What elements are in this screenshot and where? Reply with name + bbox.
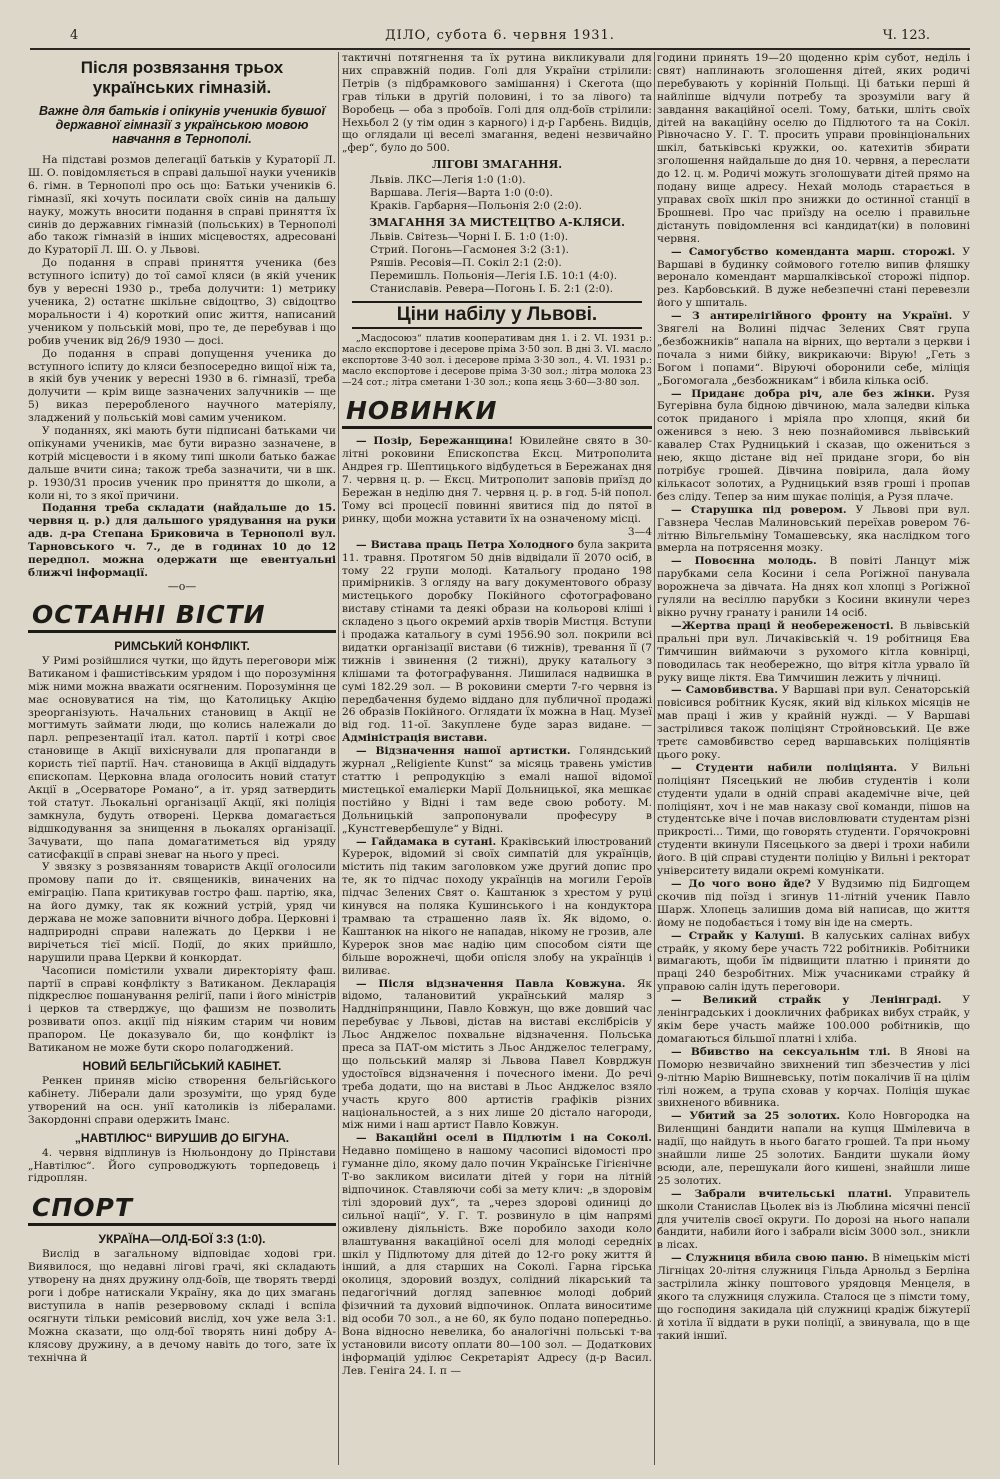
news-body: У Звягелі на Волині підчас Зелених Свят група „безбожників“ напала на вірних, що вертали з церкви і почала з ними бійку, викрикаючи: Вірую! „Геть з Богом і попами“. Віруючі оборонили себе, міліція „Богомогала „безбожникам“ і вбила кілька осіб. — [657, 310, 970, 387]
championship-title: ЗМАГАННЯ ЗА МИСТЕЦТВО А-КЛЯСИ. — [368, 215, 625, 229]
section-latest-news: ОСТАННІ ВІСТИ — [28, 600, 336, 633]
news-head: — Самовбивства. — [671, 684, 778, 697]
news-item — [342, 745, 652, 835]
news-item — [657, 246, 970, 311]
news-body: Голяндський журнал „Religiente Kunst“ за місяць травень умістив статтю і репродукцію з емалі нашої відомої мистецької емалієрки Марії Дольницької, яка мешкає постійно у Відні і там веде свою роботу. М. Дольницькій запропонували професуру в „Кунстгевербешуле“ у Відні. — [342, 745, 652, 835]
news-item — [657, 684, 970, 761]
news-body: В львівській пральні при вул. Личаківській ч. 19 робітниця Ева Тимчишин виймаючи з рухомого кітла ковнірці, поводилась так необережно, що вітря кітла урвало їй руку вище ліктя. Ева Тимчишин лежить у лічниці. — [657, 619, 970, 684]
news-body: Краківський ілюстрований Курерок, відомий зі своїх симпатій для українців, містить під таким заголовком уже другий допис про те, як то підчас походу українців на могили Героїв підчас Зелених Свят о. Каштанюк з хрестом у руці кинувся на поляка Кушинського і на кондуктора трамваю та страшенно лаяв їх. Як відомо, о. Каштанюк на нікого не нападав, нікому не грозив, але Курерок знов має надію цим способом сіяти ще більше ворожнечі, щоби опісля злобу на українців і виливає. — [342, 835, 652, 977]
result-line: Станиславів. Ревера—Погонь І. Б. 2:1 (2:0). — [370, 282, 614, 295]
paragraph: години принять 19—20 щоденно крім субот, неділь і свят) наплинають зголошення дітей, яких родичі перебувають у корінній Польщі. Ці батьки перші й найліпше відчули потребу та зрозуміли вагу й завдання вакаційної оселі. Тому, батьки, шліть своїх дітей на вакаційну оселю до Підлютого та на Сокіл. Рівночасно У. Г. Т. просить управи провінціональних шкіл, батьківські кружки, оо. катехитів збирати зголошення найдальше до дня 10. червня, а переслати до 12. ц. м. Родичі можуть зголошувати дітей прямо на подану вище адресу. Нехай молодь старається в управах своїх шкіл про знижки до остинної станції в Брошневі. Про час приїзду на оселю і правильне дістануть повідомлення всі кандидат(ки) в половині червня. — [657, 52, 970, 245]
news-body: У Львові при вул. Гавзнера Чеслав Малиновський переїхав ровером 76-літню Вільгельміну Томашевську, яка наслідком того вмерла на потрясення мозку. — [657, 503, 970, 555]
divider: —o— — [167, 579, 197, 593]
championship-results — [342, 231, 652, 295]
issue-number: Ч. 123. — [882, 28, 930, 43]
result-line: Ряшів. Ресовія—П. Сокіл 2:1 (2:0). — [370, 257, 562, 270]
article-subtitle: Важне для батьків і опікунів учеників бувшої державної гімназії з українською мовою навчання в Тернополі. — [38, 104, 326, 146]
news-head: — З антирелігійного фронту на Україні. — [671, 310, 953, 323]
news-body: Ювилейне свято в 30-літні роковини Епископства Ексц. Митрополита Андрея гр. Шептицького відбудеться в Бережанах дня 7. червня ц. р. — Ексц. Митрополит заповів приїзд до Бережан в неділю дня 7. червня ц. р. в год. 5-ій попол. Тому всі процесії повинні явитися під до пятої в ринку, щоби можна уставити їх на означеному місці. — [342, 435, 652, 525]
news-body: Як відомо, талановитий український маляр з Наддніпрянщини, Павло Ковжун, що вже довший час перебуває у Львові, дістав на виставі екслібрісів у Льос Анджелос похвальне відзначення. Польська преса за ПАТ-ом містить з Льос Анджелос телеграму, що польський маляр зі Львова Павел Коврджун удостоївся відзначення і почесного імени. До речі треба додати, що на виставі в Льос Анджелос взяло участь круго 800 артистів графіків різних національностей, а з них лише 20 дістало нагороди, між ними і наш артист Павло Ковжун. — [342, 977, 652, 1132]
result-line: Перемишль. Польонія—Легія І.Б. 10:1 (4:0). — [370, 269, 618, 282]
news-number: 3—4 — [627, 525, 652, 538]
news-body: Управитель школи Станислав Цьолек віз із Люблина місячні пенсії для учителів своєї округи. По дорозі на нього напали бандити, набили його і забрали вісім 3000 зол., зникли в лісах. — [657, 1187, 970, 1252]
news-item — [342, 836, 652, 978]
masthead: ДІЛО, субота 6. червня 1931. — [385, 28, 615, 43]
news-signature: Адміністрація вистави. — [342, 732, 488, 745]
news-body: була закрита 11. травня. Протягом 50 днів відвідали її 2070 осіб, в тому 22 групи молоді. Катальогу продано 198 примірників. З огляду на вагу документового образу мистецького доробку Покійного сфотографовано виставу стінами та деякі образи на кольорові кліші і складено з цього окремий архів творів Мистця. Вступи і продажа катальогу в сумі 1956.90 зол. покрили всі видатки організації вистави (6 тижнів), тревання її (7 тижнів і звинення (2 тижні), друку катальогу з клішами та фотографування. Лишилася надвишка в сумі 182.29 зол. — В роковини смерти 7-го червня із передбачення будемо віддано для публичної продажі 26 образів Покійного. Оглядати їх можна в Нац. Музеї від год. 11-ої. Закуплене буде зараз видане. — — [342, 538, 652, 732]
paragraph: Ренкен приняв місію створення бельгійського кабінету. Ліберали дали зрозуміти, що уряд буде утворений на осн. унії католиків із лібералами. Закордонні справи одержить Іманс. — [28, 1075, 336, 1126]
news-head: —Жертва праці й необереженості. — [671, 619, 894, 632]
news-body: Коло Новгородка на Виленщині бандити напали на купця Шмілевича в надії, що найдуть в нього багато грошей. Та при ньому знайшли лише 25 золотих. Бандити шукали йому всюди, але, перешукали його кишені, знайшли лише 25 золотих. — [657, 1110, 970, 1187]
news-head: — Самогубство коменданта марш. сторожі. — [671, 245, 956, 258]
paragraph: У поданнях, які мають бути підписані батьками чи опікунами учеників, має бути виразно зазначене, в котрій місцевости і в якому типі школи батько бажає дальше вчити сина; також треба зазначити, чи в шк. р. 1930/31 просив ученик про приняття до школи, а коли ні, то з якої причини. — [28, 425, 336, 502]
news-item — [657, 555, 970, 620]
headline-belgian: НОВИЙ БЕЛЬГІЙСЬКИЙ КАБІНЕТ. — [82, 1059, 282, 1073]
paragraph: У звязку з розвязанням товариств Акції оголосили промову папи до іт. священиків, виначених на еміграцію. Папа критикував гостро фаш. партію, яка, на його думку, так як кожний устрій, уряд чи держава не може заповнити вічного добра. Церковні і надприродні справи належать до Церкви і не вирічеться тієї місії. Події, до яких прийшло, нарушили права Церкви й конкордат. — [28, 861, 336, 964]
news-head: — Вбивство на сексуальнім тлі. — [671, 1045, 891, 1058]
news-body: У ленінградських і доокличних фабриках вибух страйк, у якім бере участь майже 100.000 робітників, що домагаються більшої платні і хліба. — [657, 994, 970, 1045]
news-body: В німецькім місті Лігніцах 20-літня служниця Гільда Арнольд з Берліна застрілила жінку поштового урядовця Менцеля, в якого та служниця служила. Сталося це з пімсти тому, що господиня закидала цій служниці крадіж біжутерії й хотіла її віддати в руки поліції, а звинувала, що в ще такий іншиї. — [657, 1252, 970, 1342]
news-head: — Вакаційні оселі в Підлютім і на Соколі. — [356, 1132, 652, 1145]
news-head: — Забрали вчительські платні. — [671, 1187, 892, 1200]
news-item — [657, 762, 970, 878]
result-line: Стрий. Погонь—Гасмонея 3:2 (3:1). — [370, 244, 569, 257]
column-rule — [654, 52, 655, 1465]
headline-nautilus: „НАВТІЛЮС“ ВИРУШИВ ДО БІГУНА. — [74, 1130, 290, 1145]
paragraph: тактичні потягнення та їх рутина викликували для них справжній подив. Голі для України стрілили: Петрів (з підбрамкового замішання) і Скегота (що грав тільки в другій половині, і то за лівого) та Воробець — оба з пробоїв. Голі для олд-боїв стрілили: Нехьбол 2 (у тім один з карного) і д-р Гарбень. Видців, що оглядали ці веселі змагання, ведені незвичайно „фер“, було до 500. — [342, 52, 652, 155]
paragraph: Вислід в загальному відповідає ходові гри. Виявилося, що недавні лігові грачі, які складають утворену на днях дружину олд-боїв, ще творять тверді роги і добре натискали Україну, яка до цих змагань виступила в напів резервовому складі і вспіла осягнути тільки ремісовий вислід, хоч уже вела 3:1. Можна сказати, що олд-бої творять нині добру А-клясову дружину, а в дечому навіть до того, зате їх технічна й — [28, 1248, 336, 1364]
league-results — [342, 174, 652, 212]
news-body: В Янові на Поморю незвичайно звихнений тип збезчестив у лісі 9-літню Марію Вишневську, потім покалічив її на цілім тілі ножем, а трупа сховав у корчах. Поліція шукає звихненого вбивника. — [657, 1045, 970, 1110]
result-line: Львів. Світезь—Чорні І. Б. 1:0 (1:0). — [370, 231, 569, 244]
news-item — [657, 1252, 970, 1342]
news-body: У Варшаві в будинку соймового готелю випив фляшку веронало комендант маршалківської сторожі підпор. рез. Карбовський. В дуже небезпечні стані перевезли його у шпиталь. — [657, 245, 970, 310]
column-2 — [342, 52, 652, 1467]
news-body: Недавно поміщено в нашому часописі відомості про гуманне діло, якому дало почин Українське Гігієнічне Т-во закликом висилати дітей у гори на літній відпочинок. Ставляючи собі за мету клич: „в здоровім тілі здоровий дух“, та „через здорові одиниці до сильної нації“, У. Г. Т. розвинуло в цім напрямі оживлену діяльність. Вже поробило заходи коло влаштування вакаційної оселі для молоді середніх шкіл у Підлютому для дітей до 12-го року життя й інший, а для старших на Соколі. Гарна гірська околиця, здоровий воздух, солідний лікарський та педагогічний догляд запевнює молоді добрий фізичний та духовий відпочинок. Оплата виноситиме від особи 70 зол., а не 60, як було подано попередньо. Вона відносно невелика, бо аналогічні польські т-ва установили висоту оплати 80—100 зол. — Додаткових інформацій уділює Секретаріят Адресу (д-р Васил. Лев. Геніга 24. І. п — — [342, 1145, 652, 1377]
prices-text: „Масдосоюз“ платив кооперативам дня 1. і 2. VI. 1931 р.: масло експортове і десерове пріма 3·50 зол. В дні 3. VI. масло експортове 3·40 зол. і десерове пріма 3·30 зол., 4. VI. 1931 р.: масло експортове і десерове пріма 3·30 зол.; літра молока 23—24 сот.; літра сметани 1·30 зол.; копа яєць 3·60—3·80 зол. — [342, 333, 652, 389]
news-body: У Вудзимю під Бидгощем скочив під поїзд і згинув 11-літній ученик Павло Шарж. Хлопець залишив дома вій написав, що життя йому не подобається і тому він іде на смерть. — [657, 878, 970, 929]
news-item — [657, 388, 970, 504]
news-head: — Після відзначення Павла Ковжуна. — [356, 977, 626, 990]
news-head: — Позір, Бережанщина! — [356, 435, 514, 448]
column-rule — [338, 52, 339, 1465]
news-head: — Повоєнна молодь. — [671, 555, 817, 568]
news-body: В повіті Ланцут між парубками села Косини і села Рогіжної панувала ворожнеча за дівчата. На днях кол хлопці з Рогіжної гуляли на весіллю парубки з Косини вкинули через вікно ручну гранату і ранили 14 осіб. — [657, 555, 970, 619]
news-item — [657, 1046, 970, 1111]
result-line: Львів. ЛКС—Легія 1:0 (1:0). — [370, 174, 526, 187]
news-body: У Вильні поліціянт Пясецький не любив студентів і коли студенти удали в одній справі академічне віче, цей поліціянт, хоч і не мав наказу свої команди, пішов на студентське віче і почав висловлювати студентам різні прикрості... Тими, що говорять студенти. Горячокровні студенти вкинули Пясецького за двері і трохи набили його. В цій справі студенти поліцію у Вильні і ректорат університету видали окремі комунікати. — [657, 761, 970, 878]
paragraph: Подання треба складати (найдальше до 15. червня ц. р.) для дальшого урядування на руки адв. д-ра Степана Бриковича в Тернополі вул. Тарновського ч. 7., де в годинах 10 до 12 передпол. можна одержати ще евентуальні ближчі інформації. — [28, 502, 336, 579]
news-item — [657, 504, 970, 556]
news-head: — Страйк у Калуші. — [671, 929, 805, 942]
prices-headline: Ціни набілу у Львові. — [352, 301, 642, 329]
news-item — [657, 878, 970, 930]
news-body: У Варшаві при вул. Сенаторській повісився робітник Кусяк, який від кількох місяців не мав праці і жив у крайній нужді. — У Варшаві застрілився також поліціянт Стройновський. Це вже третє самовбивство серед варшавських поліціянтів цього року. — [657, 684, 970, 761]
news-item — [342, 539, 652, 746]
paragraph: До подання в справі допущення ученика до вступного іспиту до кляси безпосередно вищої ніж та, в якій був ученик у вересні 1930 в 6. гімназії, треба долучити — крім вище зазначених залучників — ще 5) виказ переробленого научного матеріялу, зладжений у польській мові самим учеником. — [28, 347, 336, 425]
page-number: 4 — [70, 28, 79, 43]
news-head: — Гайдамака в сутані. — [356, 835, 497, 848]
news-head: — Старушка під ровером. — [671, 503, 847, 516]
result-line: Краків. Гарбарня—Польонія 2:0 (2:0). — [370, 199, 583, 212]
paragraph: 4. червня відплинув із Нюльондону до Прінстави „Навтілюс“. Його супроводжують торпедовець і гідроплян. — [28, 1146, 336, 1185]
news-head: — Убитий за 25 золотих. — [671, 1110, 841, 1123]
headline-sport: УКРАЇНА—ОЛД-БОЇ 3:3 (1:0). — [98, 1232, 266, 1247]
news-head: — Великий страйк у Ленінграді. — [671, 994, 942, 1007]
news-item — [657, 1188, 970, 1253]
page-header — [30, 26, 970, 50]
news-head: — Відзначення нашої артистки. — [356, 745, 571, 758]
result-line: Варшава. Легія—Варта 1:0 (0:0). — [370, 186, 553, 199]
news-body: Рузя Бугерівна була бідною дівчиною, мала заледви кілька соток приданого і мріяла про хлопця, який би оженився з нею. З нею познайомився львівський кавалер Стах Рудницький і сказав, що ожениться з нею, якщо дістане від неї придане згори, бо він потрібує грошей. Дівчина повірила, дала йому кількасот золотих, а Рудницький взяв гроші і пропав без сліду. Тепер за ним шукає поліція, а Рузя плаче. — [657, 387, 970, 503]
headline-roman: РИМСЬКИЙ КОНФЛІКТ. — [114, 638, 250, 653]
news-body: В калуських салінах вибух страйк, у якому бере участь 722 робітників. Робітники вимагають, щоби їм підвищити платню і приняти до праці 240 безробітних. Між учасниками страйку й управою салін ідуть переговори. — [657, 929, 970, 994]
news-item — [342, 1132, 652, 1377]
paragraph: У Римі розійшлися чутки, що йдуть переговори між Ватиканом і фашистівським урядом і що порозуміння між ними можна вважати осягненим. Порозуміння це має основуватися на тім, що Католицьку Акцію зреорганізують. Начальних становищ в Акції не могтимуть займати люди, що колись належали до парл. репрезентації італ. катол. партії і котрі своє становище в Акції вихіснували для пропаганди в користь тієї партії. Нач. становища в Акції віддадуть єпископам. Церковна влада оголосить новий статут Акції в „Осерваторе Романо“, а іт. уряд затвердить той статут. Льокальні організації Акції, які поліція замкнула, будуть отворені. Церква домагається відшкодування за знищення в льокалях організації. Зачувати, що папа домагатиметься від уряду сатисфакції в справі зневаг на нього у пресі. — [28, 654, 336, 861]
news-head: — Служниця вбила свою паню. — [671, 1252, 869, 1265]
news-head: — Вистава праць Петра Холодного — [356, 538, 574, 551]
news-head: — Студенти набили поліціянта. — [671, 761, 898, 774]
news-item — [342, 978, 652, 1133]
column-1 — [28, 52, 336, 1467]
section-sport: СПОРТ — [28, 1193, 336, 1226]
news-head: — Приданє добра річ, але без жінки. — [671, 387, 935, 400]
paragraph: На підставі розмов делегації батьків у Кураторії Л. Ш. О. повідомляється в справі дальшої науки учеників 6. гімн. в Тернополі про ось що: Батьки учеників 6. гімназії, які хочуть посилати своїх синів на дальшу науку, можуть вносити подання в справі приняття їх синів до державних гімназій (польських) в Тернополі або також гімназій в інших місцевостях, адресовані до Кураторії Л. Ш. О. у Львові. — [28, 154, 336, 257]
news-item — [657, 994, 970, 1046]
news-item — [657, 1110, 970, 1187]
paragraph: Часописи помістили ухвали директоріяту фаш. партії в справі конфлікту з Ватиканом. Декларація підкреслює пошанування релігії, папи і його міністрів і церков та стверджує, що фашизм не позволить розвивати опоз. акції під ніяким старим чи новим прапором. Це доказувало би, що конфлікт із Ватиканом не може бути скоро полагоджений. — [28, 964, 336, 1055]
news-head: — До чого воно йде? — [671, 878, 811, 890]
column-3 — [657, 52, 970, 1467]
news-item — [342, 435, 652, 525]
news-item — [657, 620, 970, 685]
league-title: ЛІГОВІ ЗМАГАННЯ. — [431, 158, 563, 172]
section-news: НОВИНКИ — [342, 396, 652, 429]
paragraph: До подання в справі приняття ученика (без вступного іспиту) до тої самої кляси (в якій ученик був у вересні 1930 р., треба долучити: 1) метрику ученика, 2) остатнє шкільне свідоцтво, 3) свідоцтво моральности і 4) короткий опис життя, написаний учеником у польській мові, про те, де перебував і що робив ученик від 26/9 1930 — досі. — [28, 257, 336, 347]
news-item — [657, 930, 970, 995]
article-title: Після розвязання трьох українських гімназій. — [80, 58, 284, 97]
news-list — [657, 246, 970, 1343]
news-item — [657, 310, 970, 387]
